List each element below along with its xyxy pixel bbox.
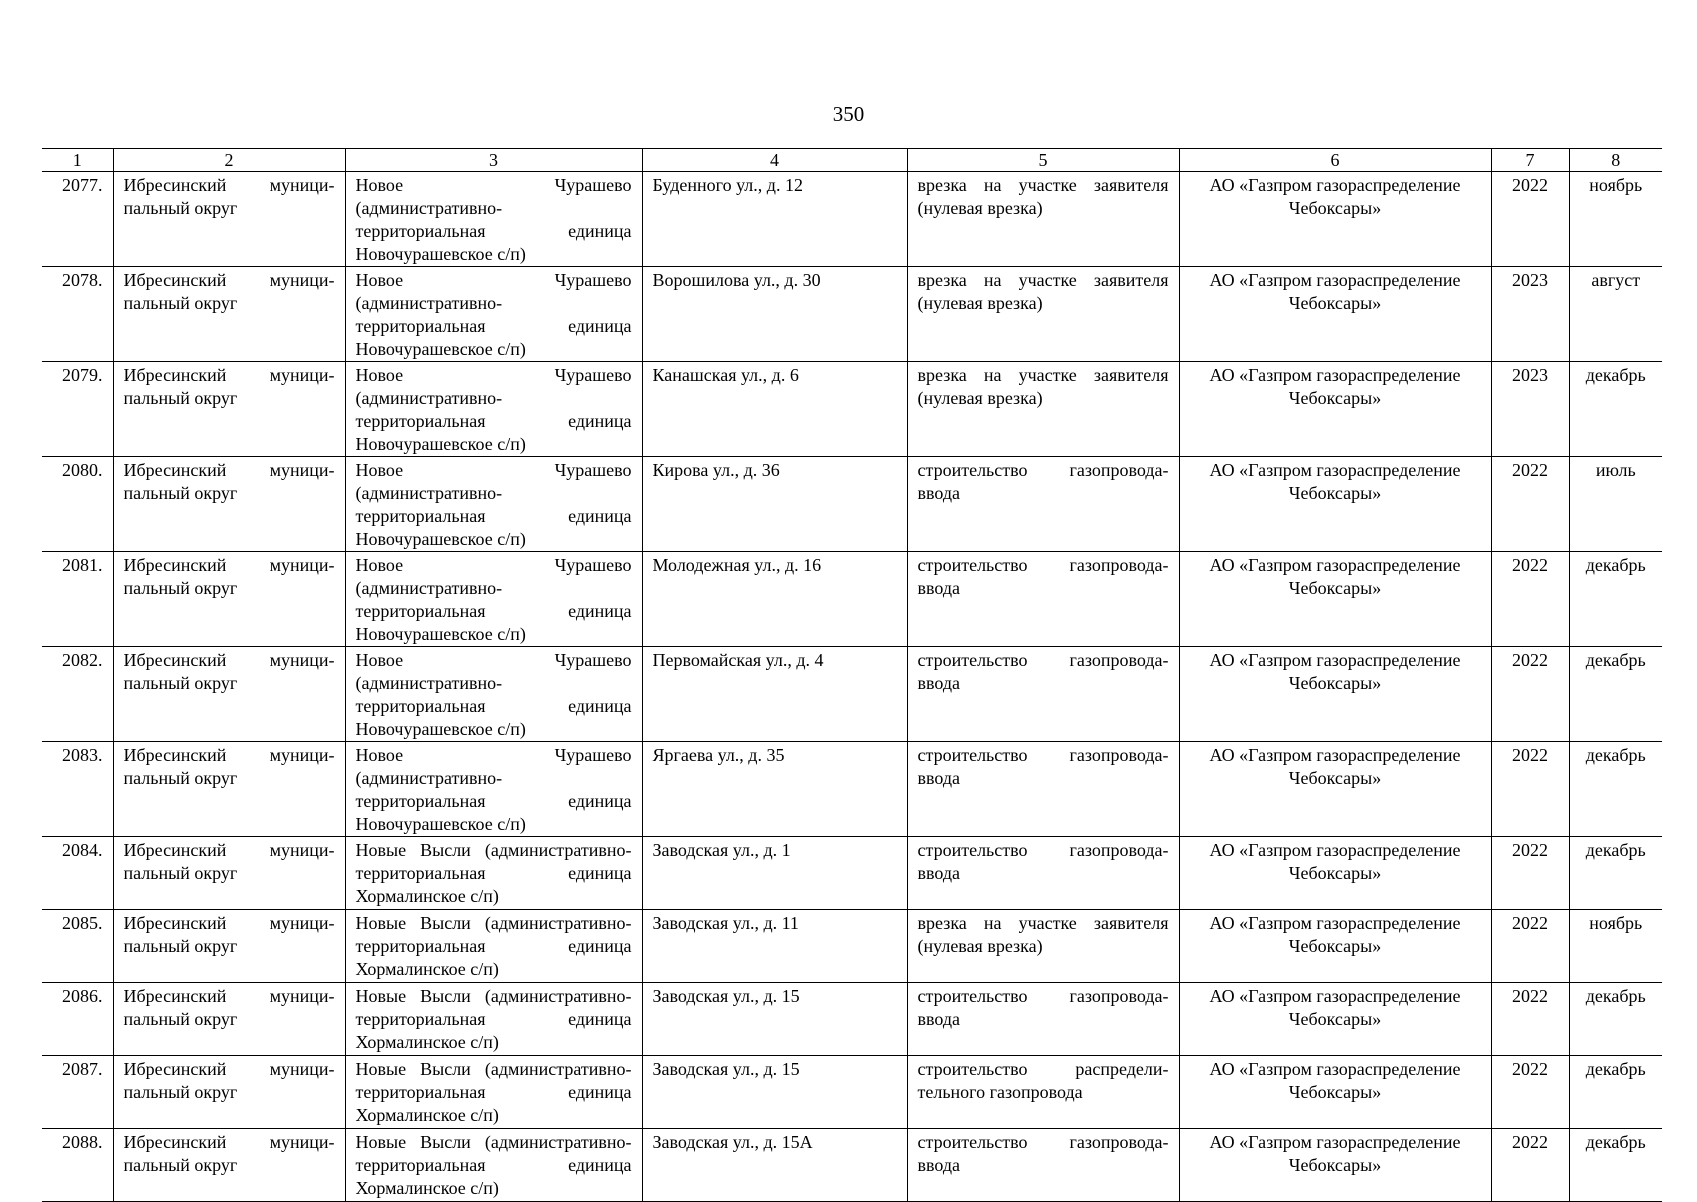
table-row [42,837,1662,910]
header-cell-5: 5 [907,149,1179,172]
organization-cell: АО «Газпром газораспределение Чебоксары» [1179,983,1491,1056]
address-cell: Ворошилова ул., д. 30 [642,267,907,362]
header-cell-4: 4 [642,149,907,172]
header-cell-2: 2 [113,149,345,172]
organization-cell: АО «Газпром газораспределение Чебоксары» [1179,1129,1491,1202]
work-type-cell: строительство газопровода-ввода [907,457,1179,552]
address-cell: Кирова ул., д. 36 [642,457,907,552]
district-cell: Ибресинский муници-пальный округ [113,910,345,983]
table-row [42,267,1662,362]
district-cell: Ибресинский муници-пальный округ [113,1056,345,1129]
organization-cell: АО «Газпром газораспределение Чебоксары» [1179,267,1491,362]
row-number-cell: 2082. [42,647,113,742]
table-row [42,742,1662,837]
address-cell: Первомайская ул., д. 4 [642,647,907,742]
row-number-cell: 2079. [42,362,113,457]
header-cell-3: 3 [345,149,642,172]
organization-cell: АО «Газпром газораспределение Чебоксары» [1179,837,1491,910]
work-type-cell: строительство газопровода-ввода [907,1129,1179,1202]
address-cell: Заводская ул., д. 15 [642,983,907,1056]
settlement-cell: Новое Чурашево (административно-территориальная единица Новочурашевское с/п) [345,552,642,647]
month-cell: август [1569,267,1662,362]
table-row [42,552,1662,647]
year-cell: 2023 [1491,362,1569,457]
address-cell: Буденного ул., д. 12 [642,172,907,267]
table-body [42,172,1662,1202]
month-cell: декабрь [1569,1056,1662,1129]
year-cell: 2022 [1491,837,1569,910]
district-cell: Ибресинский муници-пальный округ [113,362,345,457]
organization-cell: АО «Газпром газораспределение Чебоксары» [1179,362,1491,457]
header-cell-8: 8 [1569,149,1662,172]
year-cell: 2022 [1491,172,1569,267]
settlement-cell: Новое Чурашево (административно-территориальная единица Новочурашевское с/п) [345,267,642,362]
settlement-cell: Новое Чурашево (административно-территориальная единица Новочурашевское с/п) [345,172,642,267]
page-number: 350 [832,102,865,126]
work-type-cell: врезка на участке заявителя (нулевая врезка) [907,172,1179,267]
address-cell: Заводская ул., д. 15А [642,1129,907,1202]
work-type-cell: строительство газопровода-ввода [907,647,1179,742]
district-cell: Ибресинский муници-пальный округ [113,742,345,837]
work-type-cell: врезка на участке заявителя (нулевая врезка) [907,267,1179,362]
district-cell: Ибресинский муници-пальный округ [113,457,345,552]
year-cell: 2022 [1491,1056,1569,1129]
row-number-cell: 2084. [42,837,113,910]
year-cell: 2022 [1491,552,1569,647]
organization-cell: АО «Газпром газораспределение Чебоксары» [1179,1056,1491,1129]
month-cell: декабрь [1569,552,1662,647]
work-type-cell: строительство газопровода-ввода [907,837,1179,910]
row-number-cell: 2085. [42,910,113,983]
row-number-cell: 2086. [42,983,113,1056]
year-cell: 2022 [1491,910,1569,983]
district-cell: Ибресинский муници-пальный округ [113,267,345,362]
year-cell: 2022 [1491,742,1569,837]
settlement-cell: Новые Высли (административно-территориальная единица Хормалинское с/п) [345,1056,642,1129]
header-cell-7: 7 [1491,149,1569,172]
row-number-cell: 2081. [42,552,113,647]
address-cell: Молодежная ул., д. 16 [642,552,907,647]
district-cell: Ибресинский муници-пальный округ [113,172,345,267]
settlement-cell: Новые Высли (административно-территориальная единица Хормалинское с/п) [345,837,642,910]
organization-cell: АО «Газпром газораспределение Чебоксары» [1179,457,1491,552]
table-row [42,1129,1662,1202]
month-cell: декабрь [1569,647,1662,742]
address-cell: Канашская ул., д. 6 [642,362,907,457]
row-number-cell: 2088. [42,1129,113,1202]
row-number-cell: 2080. [42,457,113,552]
district-cell: Ибресинский муници-пальный округ [113,983,345,1056]
table-row [42,457,1662,552]
table-row [42,1056,1662,1129]
settlement-cell: Новое Чурашево (административно-территориальная единица Новочурашевское с/п) [345,362,642,457]
settlement-cell: Новое Чурашево (административно-территориальная единица Новочурашевское с/п) [345,742,642,837]
address-cell: Заводская ул., д. 1 [642,837,907,910]
month-cell: декабрь [1569,837,1662,910]
organization-cell: АО «Газпром газораспределение Чебоксары» [1179,910,1491,983]
month-cell: июль [1569,457,1662,552]
address-cell: Заводская ул., д. 11 [642,910,907,983]
organization-cell: АО «Газпром газораспределение Чебоксары» [1179,647,1491,742]
work-type-cell: строительство газопровода-ввода [907,742,1179,837]
month-cell: декабрь [1569,1129,1662,1202]
month-cell: декабрь [1569,983,1662,1056]
register-table [42,148,1662,1202]
district-cell: Ибресинский муници-пальный округ [113,1129,345,1202]
organization-cell: АО «Газпром газораспределение Чебоксары» [1179,552,1491,647]
month-cell: декабрь [1569,362,1662,457]
header-row [42,149,1662,172]
address-cell: Заводская ул., д. 15 [642,1056,907,1129]
year-cell: 2022 [1491,1129,1569,1202]
table-row [42,910,1662,983]
settlement-cell: Новые Высли (административно-территориальная единица Хормалинское с/п) [345,910,642,983]
address-cell: Яргаева ул., д. 35 [642,742,907,837]
settlement-cell: Новые Высли (административно-территориальная единица Хормалинское с/п) [345,983,642,1056]
table-row [42,362,1662,457]
header-cell-6: 6 [1179,149,1491,172]
table-row [42,983,1662,1056]
work-type-cell: строительство газопровода-ввода [907,552,1179,647]
header-cell-1: 1 [42,149,113,172]
row-number-cell: 2078. [42,267,113,362]
organization-cell: АО «Газпром газораспределение Чебоксары» [1179,172,1491,267]
district-cell: Ибресинский муници-пальный округ [113,647,345,742]
settlement-cell: Новое Чурашево (административно-территориальная единица Новочурашевское с/п) [345,647,642,742]
year-cell: 2022 [1491,457,1569,552]
work-type-cell: строительство распредели-тельного газопровода [907,1056,1179,1129]
work-type-cell: врезка на участке заявителя (нулевая врезка) [907,910,1179,983]
table-row [42,647,1662,742]
row-number-cell: 2087. [42,1056,113,1129]
month-cell: декабрь [1569,742,1662,837]
settlement-cell: Новые Высли (административно-территориальная единица Хормалинское с/п) [345,1129,642,1202]
year-cell: 2022 [1491,983,1569,1056]
year-cell: 2022 [1491,647,1569,742]
work-type-cell: строительство газопровода-ввода [907,983,1179,1056]
district-cell: Ибресинский муници-пальный округ [113,552,345,647]
row-number-cell: 2077. [42,172,113,267]
work-type-cell: врезка на участке заявителя (нулевая врезка) [907,362,1179,457]
organization-cell: АО «Газпром газораспределение Чебоксары» [1179,742,1491,837]
district-cell: Ибресинский муници-пальный округ [113,837,345,910]
table-row [42,172,1662,267]
settlement-cell: Новое Чурашево (административно-территориальная единица Новочурашевское с/п) [345,457,642,552]
month-cell: ноябрь [1569,172,1662,267]
row-number-cell: 2083. [42,742,113,837]
year-cell: 2023 [1491,267,1569,362]
month-cell: ноябрь [1569,910,1662,983]
